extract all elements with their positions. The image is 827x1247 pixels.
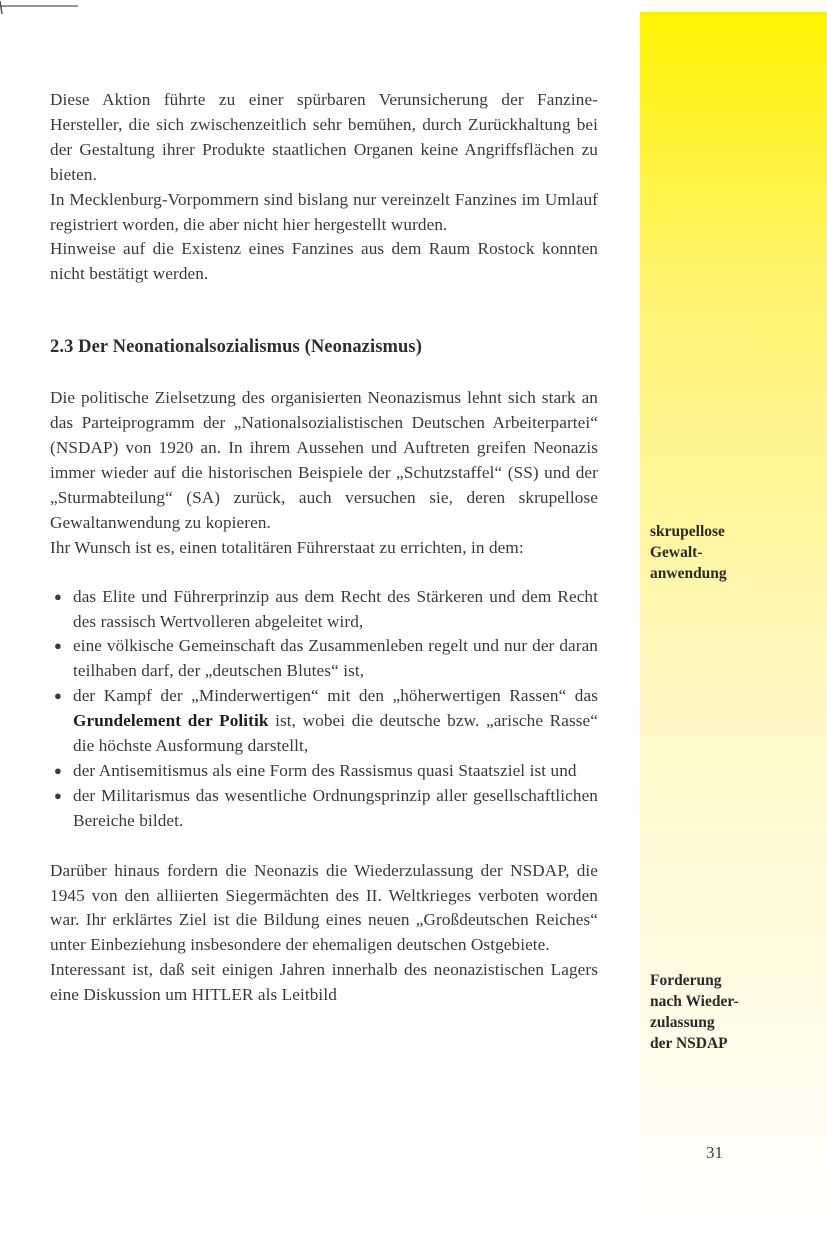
crop-mark-icon [0,0,80,14]
goals-list [50,585,598,834]
intro-paragraph-2: In Mecklenburg-Vorpommern sind bislang nur vereinzelt Fanzines im Umlauf registriert worden, die aber nicht hier hergestellt wurden. [50,189,598,234]
bullet-icon: ● [54,787,62,803]
bullet-icon: ● [54,638,62,654]
list-item: ● der Antisemitismus als eine Form des Rassismus quasi Staatsziel ist und [50,759,598,784]
section-paragraph-2: Ihr Wunsch ist es, einen totalitären Führerstaat zu errichten, in dem: [50,537,524,557]
intro-paragraph-1: Diese Aktion führte zu einer spürbaren Verunsicherung der Fanzine-Hersteller, die sich zwischenzeitlich sehr bemühen, durch Zurückhaltung bei der Gestaltung ihrer Produkte staatlichen Organen keine Angriffsflächen zu bieten. [50,90,598,184]
intro-paragraph-3: Hinweise auf die Existenz eines Fanzines aus dem Raum Rostock konnten nicht bestätigt werden. [50,239,598,284]
section-heading: 2.3 Der Neonationalsozialismus (Neonazismus) [50,337,422,358]
bullet-icon: ● [54,762,62,778]
margin-note-nsdap: Forderung nach Wieder- zulassung der NSDAP [650,972,739,1052]
list-item: ● das Elite und Führerprinzip aus dem Recht des Stärkeren und dem Recht des rassisch Wertvolleren abgeleitet wird, [54,586,598,631]
margin-highlight-sidebar [640,12,827,1247]
list-item: ● eine völkische Gemeinschaft das Zusammenleben regelt und nur der daran teilhaben darf, der „deutschen Blutes“ ist, [54,636,598,681]
list-item: ● der Kampf der „Minderwertigen“ mit den „höherwertigen Rassen“ das Grundelement der Politik ist, wobei die deutsche bzw. „arische Rasse“ die höchste Ausformung darstellt, [54,686,598,756]
bullet-icon: ● [54,688,62,704]
list-item: ● der Militarismus das wesentliche Ordnungsprinzip aller gesellschaftlichen Bereiche bildet. [54,785,598,830]
page-number: 31 [706,1143,723,1162]
section-paragraph-1: Die politische Zielsetzung des organisierten Neonazismus lehnt sich stark an das Parteiprogramm der „Nationalsozialistischen Deutschen Arbeiterpartei“ (NSDAP) von 1920 an. In ihrem Aussehen und Auftreten greifen Neonazis immer wieder auf die historischen Beispiele der „Schutzstaffel“ (SS) und der „Sturmabteilung“ (SA) zurück, auch versuchen sie, deren skrupellose Gewaltanwendung zu kopieren. [50,388,598,532]
emphasis-text: Grundelement der Politik [73,711,269,731]
bullet-icon: ● [54,588,62,604]
margin-note-violence: skrupellose Gewalt- anwendung [650,523,727,582]
section-paragraph-4: Interessant ist, daß seit einigen Jahren innerhalb des neonazistischen Lagers eine Diskussion um HITLER als Leitbild [50,960,598,1005]
main-text-column [50,88,598,1008]
section-paragraph-3: Darüber hinaus fordern die Neonazis die Wiederzulassung der NSDAP, die 1945 von den alliierten Siegermächten des II. Weltkrieges verboten worden war. Ihr erklärtes Ziel ist die Bildung eines neuen „Großdeutschen Reiches“ unter Einbeziehung insbesondere der ehemaligen deutschen Ostgebiete. [50,860,598,955]
